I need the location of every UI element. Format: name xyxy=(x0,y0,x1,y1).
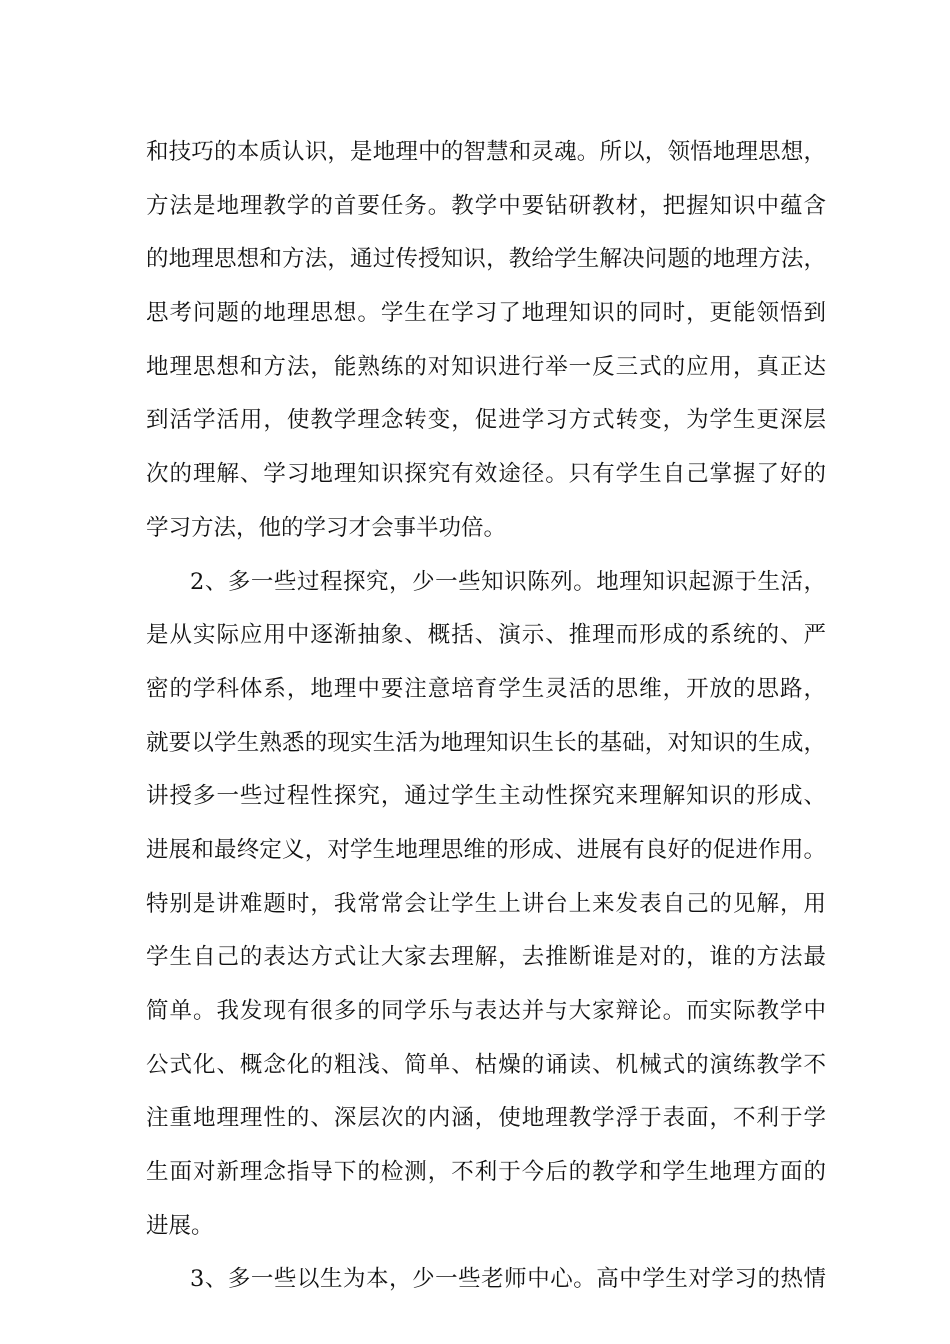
body-text xyxy=(146,126,826,1307)
text-line: 就要以学生熟悉的现实生活为地理知识生长的基础，对知识的生成， xyxy=(146,729,826,756)
text-line: 密的学科体系，地理中要注意培育学生灵活的思维，开放的思路， xyxy=(146,675,826,702)
text-line: 特别是讲难题时，我常常会让学生上讲台上来发表自己的见解，用 xyxy=(146,890,826,917)
text-line: 简单。我发现有很多的同学乐与表达并与大家辩论。而实际教学中 xyxy=(146,998,826,1024)
text-line: 讲授多一些过程性探究，通过学生主动性探究来理解知识的形成、 xyxy=(146,783,826,810)
text-line: 的地理思想和方法，通过传授知识，教给学生解决问题的地理方法， xyxy=(146,246,826,273)
text-line: 3、多一些以生为本，少一些老师中心。高中学生对学习的热情 xyxy=(190,1266,826,1293)
text-line: 进展。 xyxy=(146,1212,214,1239)
text-line: 生面对新理念指导下的检测，不利于今后的教学和学生地理方面的 xyxy=(146,1159,826,1186)
text-line: 到活学活用，使教学理念转变，促进学习方式转变，为学生更深层 xyxy=(146,407,826,434)
text-line: 学生自己的表达方式让大家去理解，去推断谁是对的，谁的方法最 xyxy=(146,944,826,971)
text-line: 思考问题的地理思想。学生在学习了地理知识的同时，更能领悟到 xyxy=(146,300,826,327)
text-line: 公式化、概念化的粗浅、简单、枯燥的诵读、机械式的演练教学不 xyxy=(146,1051,826,1078)
text-line: 注重地理理性的、深层次的内涵，使地理教学浮于表面，不利于学 xyxy=(146,1105,826,1132)
text-line: 次的理解、学习地理知识探究有效途径。只有学生自己掌握了好的 xyxy=(146,461,826,488)
text-line: 学习方法，他的学习才会事半功倍。 xyxy=(146,514,507,541)
text-line: 2、多一些过程探究，少一些知识陈列。地理知识起源于生活， xyxy=(190,568,826,595)
text-line: 和技巧的本质认识，是地理中的智慧和灵魂。所以，领悟地理思想， xyxy=(146,139,826,165)
text-line: 地理思想和方法，能熟练的对知识进行举一反三式的应用，真正达 xyxy=(146,353,826,380)
text-line: 方法是地理教学的首要任务。教学中要钻研教材，把握知识中蕴含 xyxy=(146,192,826,219)
text-line: 是从实际应用中逐渐抽象、概括、演示、推理而形成的系统的、严 xyxy=(146,622,826,649)
text-line: 进展和最终定义，对学生地理思维的形成、进展有良好的促进作用。 xyxy=(146,836,826,863)
